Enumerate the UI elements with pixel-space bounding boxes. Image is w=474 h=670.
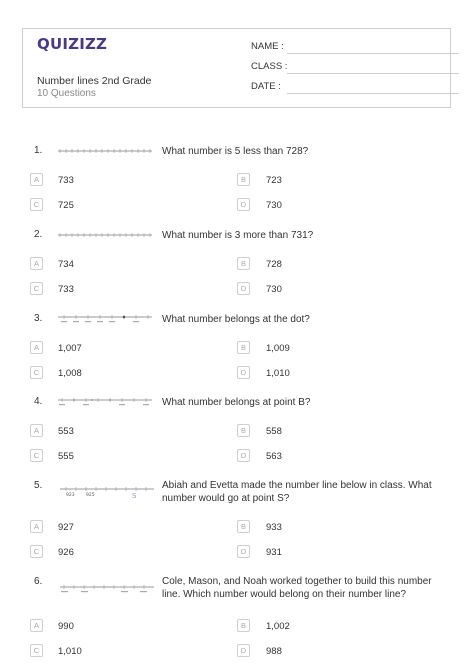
question-number: 5. [34, 480, 43, 491]
name-line [287, 53, 459, 54]
question-count: 10 Questions [37, 88, 96, 99]
question-text-line: number would go at point S? [162, 493, 290, 504]
option-c-badge[interactable]: C [30, 198, 43, 211]
option-a-value[interactable]: 553 [58, 426, 74, 437]
question-text [162, 575, 452, 601]
option-d-value[interactable]: 730 [266, 284, 282, 295]
option-b-value[interactable]: 728 [266, 259, 282, 270]
option-a-badge[interactable]: A [30, 173, 43, 186]
question-text [162, 479, 452, 505]
question-number: 1. [34, 145, 43, 156]
option-a-badge[interactable]: A [30, 619, 43, 632]
option-a-value[interactable]: 733 [58, 175, 74, 186]
number-line-figure [56, 229, 154, 241]
number-line-figure [56, 145, 154, 157]
option-b-badge[interactable]: B [237, 173, 250, 186]
question-number: 3. [34, 313, 43, 324]
option-c-value[interactable]: 1,010 [58, 646, 82, 657]
option-b-value[interactable]: 1,002 [266, 621, 290, 632]
question-number: 6. [34, 576, 43, 587]
figure-label: 923 [66, 493, 75, 498]
option-d-badge[interactable]: D [237, 545, 250, 558]
option-b-value[interactable]: 1,009 [266, 343, 290, 354]
class-line [287, 73, 459, 74]
figure-label: 925 [86, 493, 95, 498]
question-number: 2. [34, 229, 43, 240]
worksheet-header [22, 28, 451, 108]
question-text: What number is 5 less than 728? [162, 146, 309, 157]
number-line-figure [58, 485, 156, 501]
option-c-badge[interactable]: C [30, 282, 43, 295]
question-text: What number belongs at the dot? [162, 314, 310, 325]
option-c-badge[interactable]: C [30, 545, 43, 558]
date-field[interactable] [251, 81, 441, 95]
option-b-badge[interactable]: B [237, 619, 250, 632]
option-c-badge[interactable]: C [30, 449, 43, 462]
option-d-value[interactable]: 931 [266, 547, 282, 558]
worksheet-title: Number lines 2nd Grade [37, 75, 152, 87]
option-b-badge[interactable]: B [237, 341, 250, 354]
option-d-value[interactable]: 988 [266, 646, 282, 657]
option-a-value[interactable]: 927 [58, 522, 74, 533]
option-d-badge[interactable]: D [237, 282, 250, 295]
question-text-line: Abiah and Evetta made the number line below in class. What [162, 480, 432, 491]
option-a-badge[interactable]: A [30, 424, 43, 437]
option-d-badge[interactable]: D [237, 644, 250, 657]
figure-label: S [132, 492, 137, 500]
option-d-badge[interactable]: D [237, 449, 250, 462]
option-a-badge[interactable]: A [30, 341, 43, 354]
option-a-badge[interactable]: A [30, 520, 43, 533]
option-b-badge[interactable]: B [237, 520, 250, 533]
name-label: NAME : [251, 41, 284, 52]
name-field[interactable] [251, 41, 441, 55]
option-b-value[interactable]: 933 [266, 522, 282, 533]
option-c-value[interactable]: 733 [58, 284, 74, 295]
date-line [287, 93, 459, 94]
date-label: DATE : [251, 81, 281, 92]
option-c-value[interactable]: 555 [58, 451, 74, 462]
option-c-badge[interactable]: C [30, 644, 43, 657]
option-a-value[interactable]: 1,007 [58, 343, 82, 354]
option-d-value[interactable]: 1,010 [266, 368, 290, 379]
question-text: What number belongs at point B? [162, 397, 311, 408]
option-b-value[interactable]: 558 [266, 426, 282, 437]
question-text-line: Cole, Mason, and Noah worked together to build this number [162, 576, 432, 587]
option-b-value[interactable]: 723 [266, 175, 282, 186]
option-c-value[interactable]: 725 [58, 200, 74, 211]
option-a-value[interactable]: 734 [58, 259, 74, 270]
question-number: 4. [34, 396, 43, 407]
option-d-badge[interactable]: D [237, 366, 250, 379]
option-c-value[interactable]: 926 [58, 547, 74, 558]
option-c-badge[interactable]: C [30, 366, 43, 379]
class-field[interactable] [251, 61, 441, 75]
option-b-badge[interactable]: B [237, 424, 250, 437]
option-d-value[interactable]: 563 [266, 451, 282, 462]
option-c-value[interactable]: 1,008 [58, 368, 82, 379]
option-a-value[interactable]: 990 [58, 621, 74, 632]
question-text-line: line. Which number would belong on their number line? [162, 589, 407, 600]
option-d-value[interactable]: 730 [266, 200, 282, 211]
option-a-badge[interactable]: A [30, 257, 43, 270]
quizizz-logo: QUIZIZZ [37, 35, 108, 53]
number-line-figure [56, 312, 154, 324]
question-text: What number is 3 more than 731? [162, 230, 314, 241]
number-line-figure [58, 583, 156, 595]
option-b-badge[interactable]: B [237, 257, 250, 270]
class-label: CLASS : [251, 61, 288, 72]
number-line-figure [56, 395, 154, 407]
option-d-badge[interactable]: D [237, 198, 250, 211]
